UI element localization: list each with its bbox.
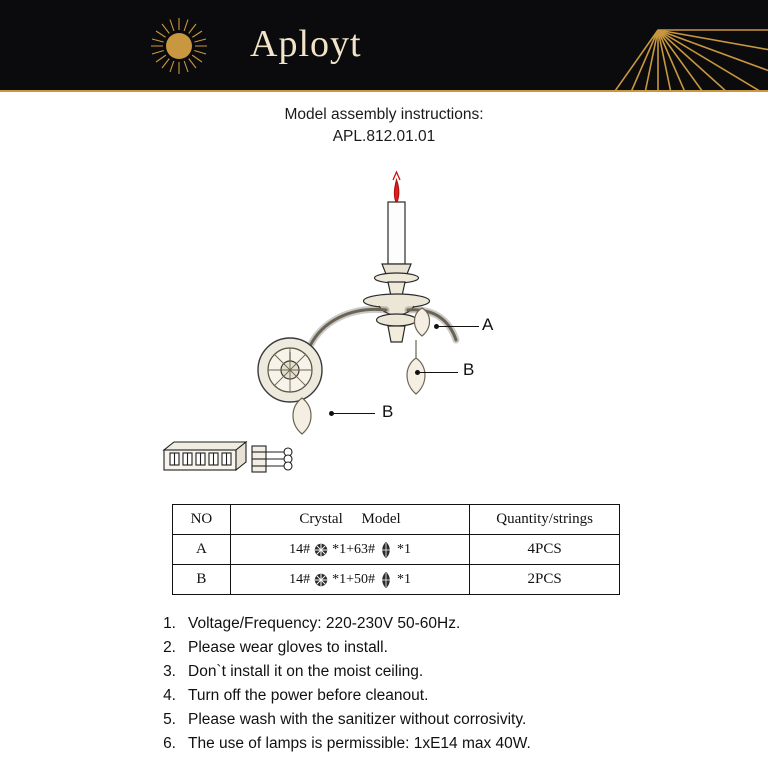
row-b-crystal <box>230 565 469 595</box>
row-a-model-count: *1 <box>396 541 411 557</box>
row-b-quantity: 2PCS <box>470 565 620 595</box>
note-1-number: 1. <box>163 615 176 632</box>
list-item <box>150 636 750 660</box>
brand-name: Aployt <box>250 23 362 65</box>
row-b-crystal-size: 14# <box>289 571 311 587</box>
note-2-number: 2. <box>163 639 176 656</box>
note-3-text: Don`t install it on the moist ceiling. <box>188 663 424 680</box>
callout-b-lower-label: B <box>382 402 394 421</box>
header-banner-inner <box>0 0 768 92</box>
table-row <box>173 535 620 565</box>
callout-a-leader <box>437 326 479 327</box>
drop-crystal-icon <box>378 541 394 559</box>
terminal-block-icon <box>160 436 300 488</box>
row-b-no: B <box>173 565 231 595</box>
table-header-row <box>173 505 620 535</box>
page-title <box>0 104 768 148</box>
callout-b-upper-label: B <box>463 360 475 379</box>
table-row <box>173 565 620 595</box>
header-crystal-model <box>230 505 469 535</box>
list-item <box>150 708 750 732</box>
note-5-text: Please wash with the sanitizer without corrosivity. <box>188 711 527 728</box>
header-quantity: Quantity/strings <box>470 505 620 535</box>
sunburst-rays-icon <box>508 0 768 92</box>
note-4-text: Turn off the power before cleanout. <box>188 687 429 704</box>
row-b-crystal-count: *1+50# <box>332 571 375 587</box>
sunburst-logo-icon <box>150 17 208 75</box>
row-a-crystal <box>230 535 469 565</box>
header-no: NO <box>173 505 231 535</box>
title-line-1: Model assembly instructions: <box>284 106 484 123</box>
row-b-model-count: *1 <box>396 571 411 587</box>
note-1-text: Voltage/Frequency: 220-230V 50-60Hz. <box>188 615 461 632</box>
callout-a-label: A <box>482 315 494 334</box>
note-6-text: The use of lamps is permissible: 1xE14 max 40W. <box>188 735 531 752</box>
list-item <box>150 684 750 708</box>
row-a-crystal-count: *1+63# <box>332 541 375 557</box>
note-3-number: 3. <box>163 663 176 680</box>
round-crystal-icon <box>313 572 329 588</box>
banner-underline <box>0 90 768 92</box>
note-2-text: Please wear gloves to install. <box>188 639 388 656</box>
wall-sconce-illustration <box>150 160 570 460</box>
note-4-number: 4. <box>163 687 176 704</box>
drop-crystal-icon <box>378 571 394 589</box>
title-line-2: APL.812.01.01 <box>332 128 436 145</box>
header-crystal: Crystal <box>299 511 343 527</box>
row-a-no: A <box>173 535 231 565</box>
list-item <box>150 660 750 684</box>
header-model: Model <box>361 511 401 527</box>
callout-b-upper-leader <box>418 372 458 373</box>
note-6-number: 6. <box>163 735 176 752</box>
round-crystal-icon <box>313 542 329 558</box>
note-5-number: 5. <box>163 711 176 728</box>
spec-table <box>172 504 620 595</box>
callout-b-lower-leader <box>332 413 375 414</box>
header-banner <box>0 0 768 92</box>
logo-core <box>166 33 192 59</box>
list-item <box>150 732 750 756</box>
row-a-quantity: 4PCS <box>470 535 620 565</box>
list-item <box>150 612 750 636</box>
row-a-crystal-size: 14# <box>289 541 311 557</box>
instructions-list <box>150 612 750 756</box>
